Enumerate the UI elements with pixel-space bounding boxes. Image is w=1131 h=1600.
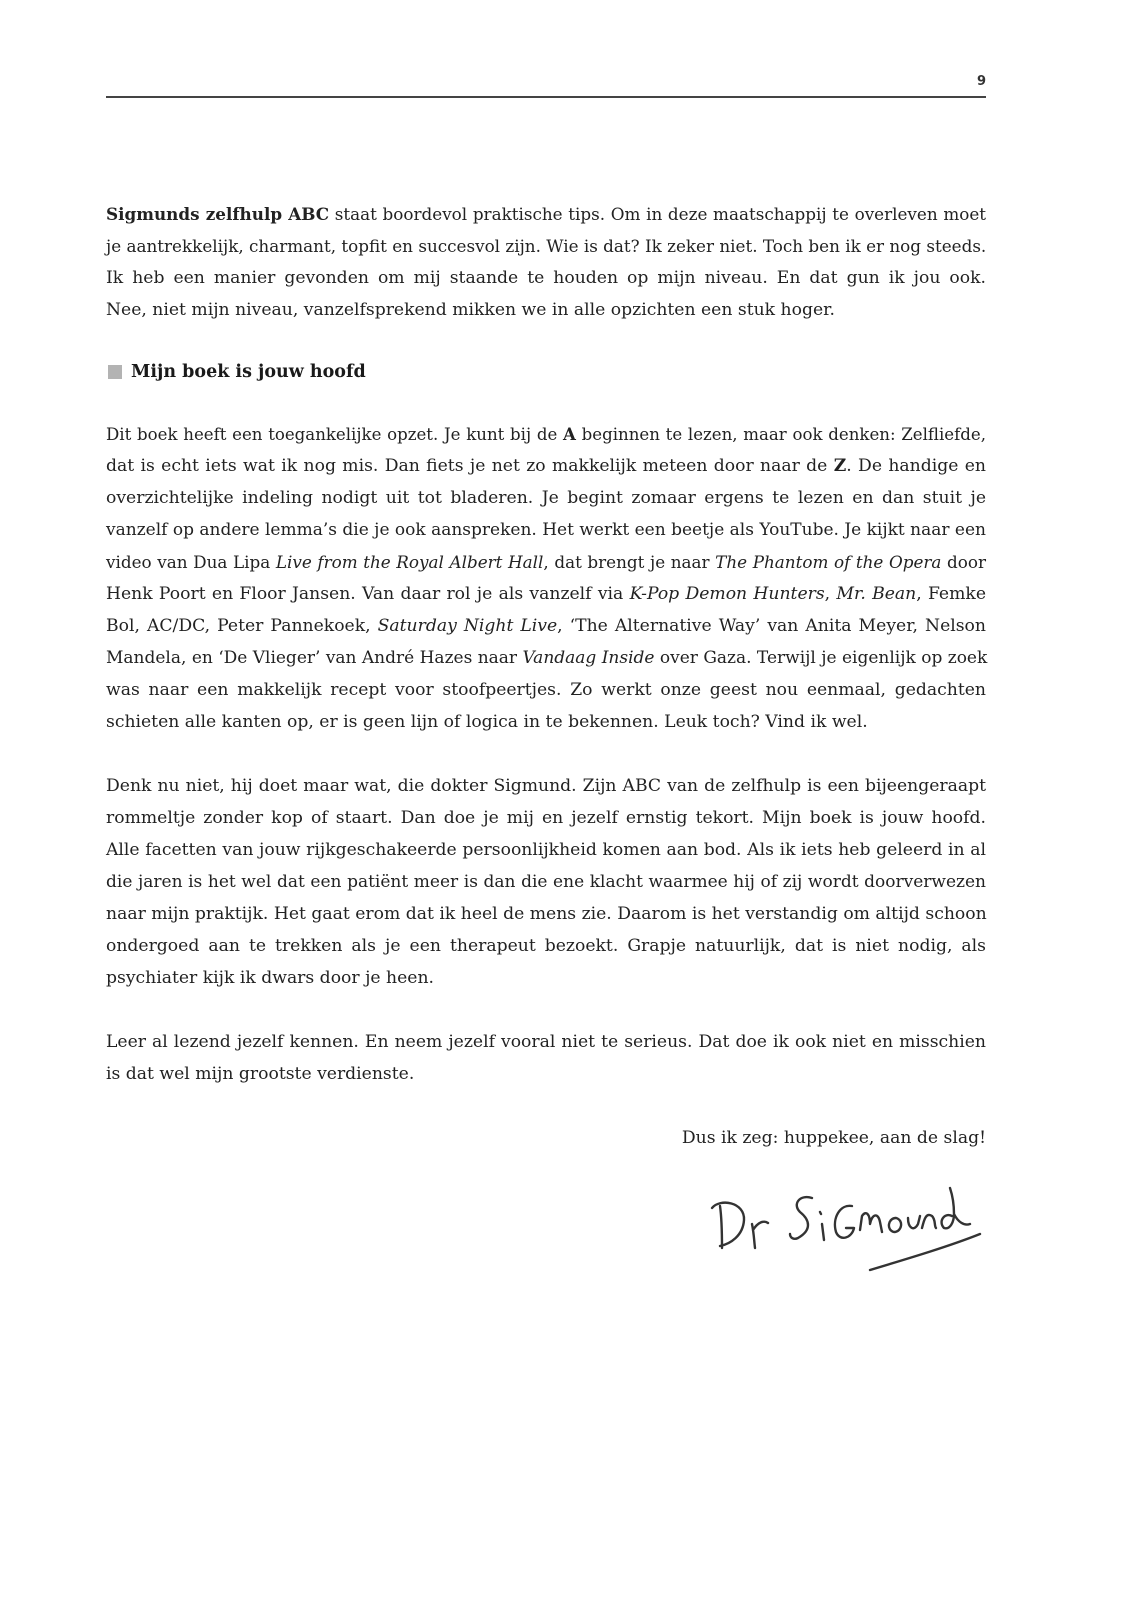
page-number: 9 [976, 74, 986, 89]
paragraph2-line: Bol, AC/DC, Peter Pannekoek, Saturday Night Live, ‘The Alternative Way’ van Anita Meyer, Nelson [106, 616, 986, 636]
bullet-square-icon [108, 365, 122, 379]
intro-line: Sigmunds zelfhulp ABC staat boordevol praktische tips. Om in deze maatschappij te overleven moet [106, 204, 987, 224]
signature [700, 1168, 990, 1278]
paragraph2-line: vanzelf op andere lemma’s die je ook aanspreken. Het werkt een beetje als YouTube. Je kijkt naar een [106, 520, 986, 540]
paragraph2-line: Henk Poort en Floor Jansen. Van daar rol je als vanzelf via K-Pop Demon Hunters, Mr. Bean, Femke [106, 584, 986, 604]
intro-line: Ik heb een manier gevonden om mij staande te houden op mijn niveau. En dat gun ik jou ook. [106, 268, 986, 288]
paragraph2-line: schieten alle kanten op, er is geen lijn of logica in te bekennen. Leuk toch? Vind ik wel. [106, 712, 868, 732]
paragraph3-line: Alle facetten van jouw rijkgeschakeerde persoonlijkheid komen aan bod. Als ik iets heb geleerd in al [106, 840, 986, 860]
intro-line: Nee, niet mijn niveau, vanzelfsprekend mikken we in alle opzichten een stuk hoger. [106, 300, 835, 320]
header-rule [106, 96, 986, 98]
section-heading [106, 356, 986, 388]
paragraph3-line: die jaren is het wel dat een patiënt meer is dan die ene klacht waarmee hij of zij wordt doorverwezen [106, 872, 986, 892]
section-heading-text: Mijn boek is jouw hoofd [131, 362, 366, 382]
paragraph2-line: dat is echt iets wat ik nog mis. Dan fiets je net zo makkelijk meteen door naar de Z. De handige en [106, 456, 987, 476]
paragraph2-line: Mandela, en ‘De Vlieger’ van André Hazes naar Vandaag Inside over Gaza. Terwijl je eigenlijk op zoek [106, 648, 988, 668]
paragraph3-line: rommeltje zonder kop of staart. Dan doe je mij en jezelf ernstig tekort. Mijn boek is jouw hoofd. [106, 808, 986, 828]
closing-line: Dus ik zeg: huppekee, aan de slag! [681, 1128, 986, 1148]
paragraph-whole-person [106, 770, 986, 994]
paragraph3-line: ondergoed aan te trekken als je een therapeut bezoekt. Grapje natuurlijk, dat is niet nodig, als [106, 936, 986, 956]
paragraph2-line: overzichtelijke indeling nodigt uit tot bladeren. Je begint zomaar ergens te lezen en dan stuit je [106, 488, 986, 508]
paragraph-know-yourself [106, 1026, 986, 1090]
paragraph-book-structure [106, 418, 986, 738]
paragraph3-line: psychiater kijk ik dwars door je heen. [106, 968, 434, 988]
paragraph4-line: is dat wel mijn grootste verdienste. [106, 1064, 415, 1084]
intro-paragraph [106, 198, 986, 326]
paragraph3-line: Denk nu niet, hij doet maar wat, die dokter Sigmund. Zijn ABC van de zelfhulp is een bijeengeraapt [106, 776, 986, 796]
page-body [106, 198, 986, 1154]
paragraph2-line: video van Dua Lipa Live from the Royal Albert Hall, dat brengt je naar The Phantom of the Opera door [106, 552, 987, 572]
paragraph2-line: Dit boek heeft een toegankelijke opzet. Je kunt bij de A beginnen te lezen, maar ook denken: Zelfliefde, [106, 424, 986, 444]
paragraph2-line: was naar een makkelijk recept voor stoofpeertjes. Zo werkt onze geest nou eenmaal, gedachten [106, 680, 986, 700]
paragraph4-line: Leer al lezend jezelf kennen. En neem jezelf vooral niet te serieus. Dat doe ik ook niet en misschien [106, 1032, 986, 1052]
intro-line: je aantrekkelijk, charmant, topfit en succesvol zijn. Wie is dat? Ik zeker niet. Toch ben ik er nog steeds. [106, 236, 987, 256]
paragraph3-line: naar mijn praktijk. Het gaat erom dat ik heel de mens zie. Daarom is het verstandig om altijd schoon [106, 904, 987, 924]
